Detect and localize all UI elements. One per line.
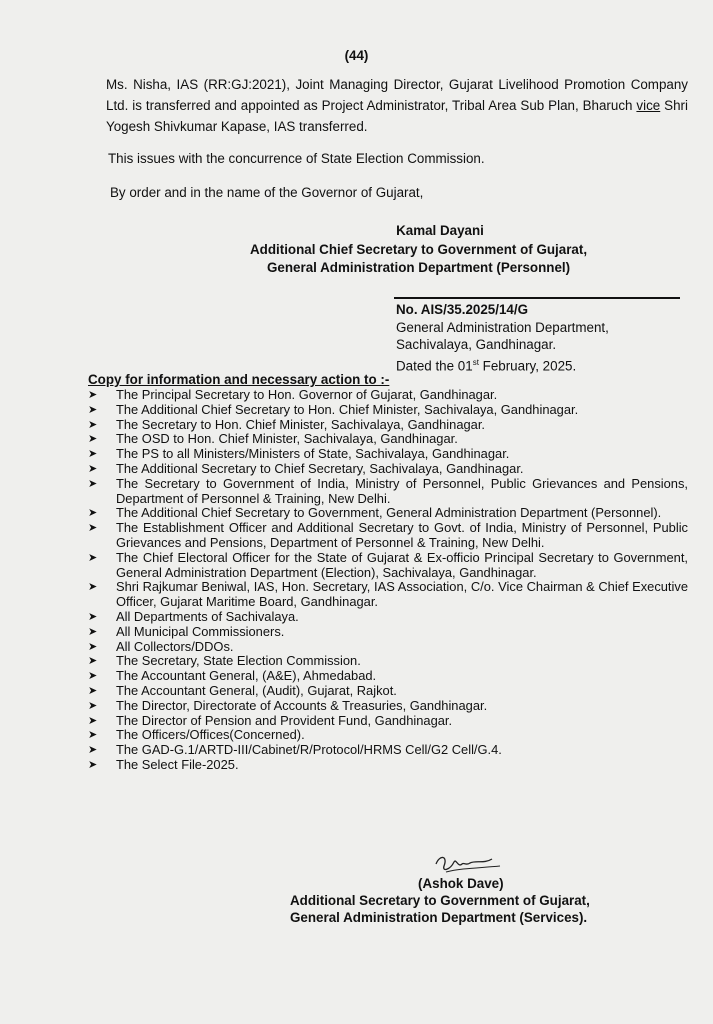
arrow-bullet-icon: ➤	[88, 389, 98, 401]
copy-list-item-text: The Director of Pension and Provident Fund, Gandhinagar.	[116, 712, 453, 728]
copy-list-item-text: The Additional Secretary to Chief Secretary, Sachivalaya, Gandhinagar.	[116, 460, 524, 476]
copy-list-item	[88, 506, 688, 521]
copy-list-item	[88, 418, 688, 433]
page-number: (44)	[344, 48, 369, 63]
arrow-bullet-icon: ➤	[88, 551, 98, 564]
arrow-bullet-icon: ➤	[88, 744, 98, 757]
copy-list-item	[88, 669, 688, 684]
copy-list-item	[88, 477, 688, 507]
reference-number: No. AIS/35.2025/14/G	[396, 302, 528, 317]
copy-list-item	[88, 551, 688, 581]
signatory1-name: Kamal Dayani	[396, 223, 484, 238]
copy-list-item-text: The Establishment Officer and Additional Secretary to Govt. of India, Ministry of Personnel, Public Grievances and Pensions, Department of Personnel & Training, New Delhi.	[116, 520, 688, 550]
arrow-bullet-icon: ➤	[88, 640, 98, 653]
copy-list-item-text: The Additional Chief Secretary to Hon. Chief Minister, Sachivalaya, Gandhinagar.	[116, 401, 579, 417]
arrow-bullet-icon: ➤	[88, 625, 98, 638]
copy-list-item-text: The Accountant General, (Audit), Gujarat, Rajkot.	[116, 682, 397, 698]
vice-word: vice	[636, 98, 661, 113]
transfer-paragraph	[106, 74, 688, 137]
copy-list-item	[88, 388, 688, 403]
copy-list-item-text: The Accountant General, (A&E), Ahmedabad.	[116, 668, 377, 684]
copy-list-item-text: The Secretary to Government of India, Ministry of Personnel, Public Grievances and Pensions, Department of Personnel & Training, New Delhi.	[116, 475, 688, 506]
copy-list-item	[88, 743, 688, 758]
copy-list-item	[88, 462, 688, 477]
arrow-bullet-icon: ➤	[88, 729, 98, 742]
copy-list-item	[88, 728, 688, 743]
copy-list-item	[88, 610, 688, 625]
copy-list-item	[88, 447, 688, 462]
copy-list-item-text: The Principal Secretary to Hon. Governor of Gujarat, Gandhinagar.	[116, 387, 498, 402]
arrow-bullet-icon: ➤	[88, 462, 98, 475]
reference-date: Dated the 01st February, 2025.	[396, 357, 577, 373]
signatory2-name: (Ashok Dave)	[418, 876, 504, 891]
copy-list-item	[88, 654, 688, 669]
transfer-text-b: Shri Yogesh Shivkumar Kapase, IAS transferred.	[106, 98, 688, 134]
copy-list-item-text: The Officers/Offices(Concerned).	[116, 727, 305, 743]
copy-list-item-text: All Collectors/DDOs.	[116, 638, 234, 654]
copy-list-item	[88, 432, 688, 447]
copy-list-item	[88, 403, 688, 418]
copy-list-item-text: The PS to all Ministers/Ministers of State, Sachivalaya, Gandhinagar.	[116, 446, 510, 462]
copy-list-item-text: The Select File-2025.	[116, 756, 239, 772]
copy-list-item-text: The Chief Electoral Officer for the State of Gujarat & Ex-officio Principal Secretary to Government, General Administration Department (Election), Sachivalaya, Gandhinagar.	[116, 549, 688, 580]
arrow-bullet-icon: ➤	[88, 758, 98, 771]
copy-list-item	[88, 699, 688, 714]
concurrence-line: This issues with the concurrence of State Election Commission.	[108, 151, 485, 166]
copy-list-item	[88, 580, 688, 610]
copy-list-item	[88, 521, 688, 551]
copy-list-item	[88, 625, 688, 640]
copy-list-item-text: The GAD-G.1/ARTD-III/Cabinet/R/Protocol/HRMS Cell/G2 Cell/G.4.	[116, 742, 502, 758]
copy-list-item-text: The Secretary, State Election Commission.	[116, 653, 361, 669]
arrow-bullet-icon: ➤	[88, 655, 98, 668]
arrow-bullet-icon: ➤	[88, 714, 98, 727]
reference-place: Sachivalaya, Gandhinagar.	[396, 337, 557, 352]
signatory2-designation-2: General Administration Department (Services).	[290, 910, 588, 925]
copy-list-item	[88, 684, 688, 699]
copy-list-item	[88, 758, 688, 773]
copy-list-item-text: The OSD to Hon. Chief Minister, Sachivalaya, Gandhinagar.	[116, 431, 458, 447]
signatory2-designation-1: Additional Secretary to Government of Gujarat,	[290, 893, 590, 908]
arrow-bullet-icon: ➤	[88, 477, 98, 490]
reference-dept: General Administration Department,	[396, 319, 609, 335]
arrow-bullet-icon: ➤	[88, 418, 98, 431]
arrow-bullet-icon: ➤	[88, 522, 98, 535]
separator-rule	[394, 297, 680, 299]
copy-heading: Copy for information and necessary action to :-	[88, 372, 390, 387]
signatory1-designation-2: General Administration Department (Personnel)	[267, 260, 571, 275]
arrow-bullet-icon: ➤	[88, 433, 98, 446]
copy-list-item-text: Shri Rajkumar Beniwal, IAS, Hon. Secretary, IAS Association, C/o. Vice Chairman & Chief Executive Officer, Gujarat Maritime Board, Gandhinagar.	[116, 579, 688, 610]
order-line: By order and in the name of the Governor of Gujarat,	[110, 185, 424, 200]
copy-list-item-text: The Additional Chief Secretary to Government, General Administration Department (Personnel).	[116, 505, 662, 521]
arrow-bullet-icon: ➤	[88, 699, 98, 712]
arrow-bullet-icon: ➤	[88, 581, 98, 594]
signatory1-designation-1: Additional Chief Secretary to Government of Gujarat,	[250, 242, 588, 257]
reference-block	[396, 301, 609, 374]
copy-list	[88, 388, 688, 773]
transfer-text-a: Ms. Nisha, IAS (RR:GJ:2021), Joint Managing Director, Gujarat Livelihood Promotion Company Ltd. is transferred and appointed as Project Administrator, Tribal Area Sub Plan, Bharuch	[106, 77, 688, 113]
copy-list-item-text: All Municipal Commissioners.	[116, 623, 285, 639]
copy-list-item-text: The Secretary to Hon. Chief Minister, Sachivalaya, Gandhinagar.	[116, 416, 486, 432]
arrow-bullet-icon: ➤	[88, 507, 98, 520]
arrow-bullet-icon: ➤	[88, 403, 98, 416]
copy-list-item	[88, 640, 688, 655]
arrow-bullet-icon: ➤	[88, 670, 98, 683]
arrow-bullet-icon: ➤	[88, 684, 98, 697]
copy-list-item	[88, 714, 688, 729]
arrow-bullet-icon: ➤	[88, 448, 98, 461]
arrow-bullet-icon: ➤	[88, 610, 98, 623]
copy-list-item-text: The Director, Directorate of Accounts & Treasuries, Gandhinagar.	[116, 697, 488, 713]
copy-list-item-text: All Departments of Sachivalaya.	[116, 608, 299, 624]
